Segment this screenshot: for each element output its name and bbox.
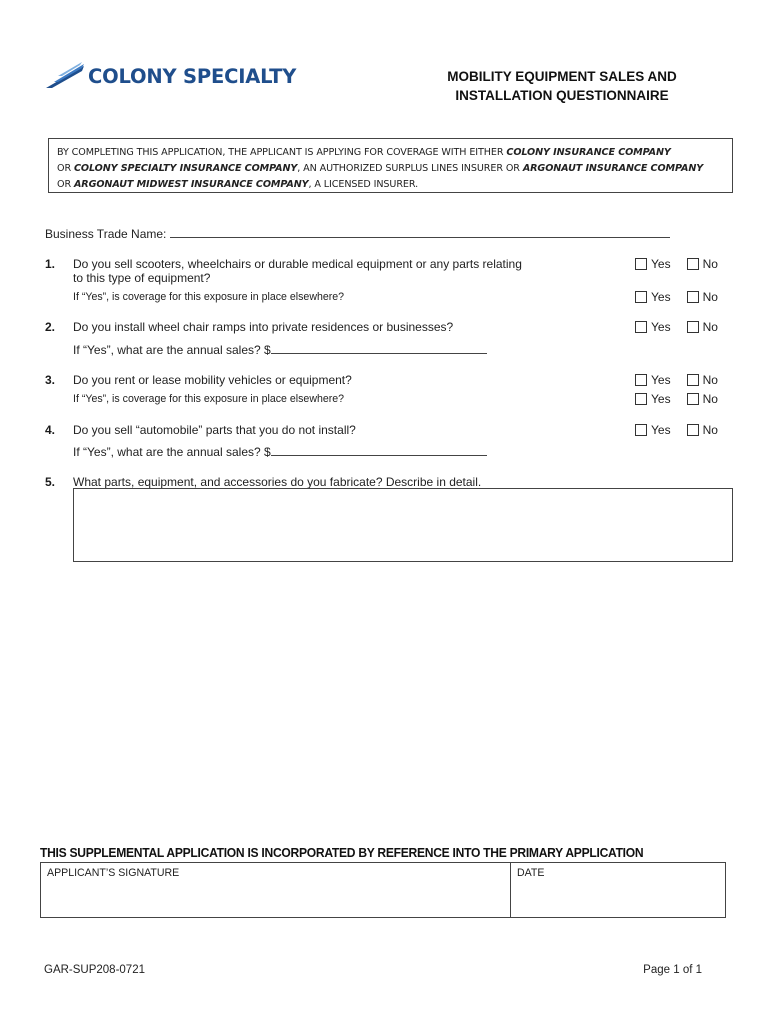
question-1-text-line-2: to this type of equipment? <box>73 271 211 285</box>
no-label: No <box>702 257 718 271</box>
page-number: Page 1 of 1 <box>643 964 702 976</box>
question-3-followup-no-checkbox[interactable] <box>687 393 699 405</box>
question-3-no-checkbox[interactable] <box>687 374 699 386</box>
notice-text-1: BY COMPLETING THIS APPLICATION, THE APPLICANT IS APPLYING FOR COVERAGE WITH EITHER <box>57 147 507 158</box>
question-4-text: Do you sell “automobile” parts that you do not install? <box>73 423 356 437</box>
question-4-followup-row <box>73 445 487 459</box>
question-1-followup-yes-checkbox[interactable] <box>635 291 647 303</box>
company-logo <box>44 62 314 90</box>
supplemental-statement: THIS SUPPLEMENTAL APPLICATION IS INCORPORATED BY REFERENCE INTO THE PRIMARY APPLICATION <box>40 845 644 860</box>
question-4-followup: If “Yes”, what are the annual sales? $ <box>73 445 271 459</box>
applicant-signature-label: APPLICANT’S SIGNATURE <box>47 867 180 879</box>
question-3-followup-options <box>635 392 718 406</box>
no-label: No <box>702 392 718 406</box>
question-3-options <box>635 373 718 387</box>
applicant-signature-field[interactable] <box>41 863 511 917</box>
yes-label: Yes <box>651 290 671 304</box>
question-2-no-checkbox[interactable] <box>687 321 699 333</box>
notice-insurer-2: COLONY SPECIALTY INSURANCE COMPANY <box>73 163 298 174</box>
question-4-yes-checkbox[interactable] <box>635 424 647 436</box>
no-label: No <box>702 320 718 334</box>
question-1-yes-checkbox[interactable] <box>635 258 647 270</box>
notice-text-3: , AN AUTHORIZED SURPLUS LINES INSURER OR <box>297 163 523 174</box>
question-5-number: 5. <box>45 475 56 489</box>
notice-insurer-4: ARGONAUT MIDWEST INSURANCE COMPANY <box>73 179 309 190</box>
question-4-annual-sales-field[interactable] <box>271 446 487 456</box>
yes-label: Yes <box>651 392 671 406</box>
question-1-followup-options <box>635 290 718 304</box>
question-4-number: 4. <box>45 423 56 437</box>
insurer-notice-box <box>48 138 733 193</box>
form-code: GAR-SUP208-0721 <box>44 964 145 976</box>
question-5-text: What parts, equipment, and accessories do you fabricate? Describe in detail. <box>73 475 482 489</box>
business-trade-name-row <box>45 227 670 241</box>
question-2-options <box>635 320 718 334</box>
question-2-annual-sales-field[interactable] <box>271 344 487 354</box>
yes-label: Yes <box>651 320 671 334</box>
logo-text: COLONY SPECIALTY <box>88 64 297 88</box>
yes-label: Yes <box>651 257 671 271</box>
question-3-followup: If “Yes”, is coverage for this exposure in place elsewhere? <box>73 393 345 405</box>
fabrication-description-field[interactable] <box>73 488 733 562</box>
question-3-yes-checkbox[interactable] <box>635 374 647 386</box>
notice-text-2: OR <box>57 163 74 174</box>
question-2-followup-row <box>73 343 487 357</box>
date-label: DATE <box>517 867 545 879</box>
question-1-text-line-1: Do you sell scooters, wheelchairs or durable medical equipment or any parts relating <box>73 257 522 271</box>
no-label: No <box>702 423 718 437</box>
question-1-no-checkbox[interactable] <box>687 258 699 270</box>
notice-insurer-3: ARGONAUT INSURANCE COMPANY <box>522 163 704 174</box>
question-2-followup: If “Yes”, what are the annual sales? $ <box>73 343 271 357</box>
question-1-number: 1. <box>45 257 56 271</box>
question-1-options <box>635 257 718 271</box>
signature-table <box>40 862 726 918</box>
question-2-text: Do you install wheel chair ramps into private residences or businesses? <box>73 320 454 334</box>
question-4-options <box>635 423 718 437</box>
date-field[interactable] <box>511 863 725 917</box>
no-label: No <box>702 290 718 304</box>
logo-mark-icon <box>44 62 86 90</box>
question-2-yes-checkbox[interactable] <box>635 321 647 333</box>
yes-label: Yes <box>651 373 671 387</box>
question-2-number: 2. <box>45 320 56 334</box>
yes-label: Yes <box>651 423 671 437</box>
notice-insurer-1: COLONY INSURANCE COMPANY <box>506 147 671 158</box>
title-line-2: INSTALLATION QUESTIONNAIRE <box>455 88 669 103</box>
question-1-followup: If “Yes”, is coverage for this exposure in place elsewhere? <box>73 291 345 303</box>
notice-text-5: , A LICENSED INSURER. <box>308 179 419 190</box>
document-title <box>412 67 712 105</box>
question-4-no-checkbox[interactable] <box>687 424 699 436</box>
question-1-followup-no-checkbox[interactable] <box>687 291 699 303</box>
question-3-text: Do you rent or lease mobility vehicles or equipment? <box>73 373 352 387</box>
business-trade-name-field[interactable] <box>170 228 670 238</box>
business-trade-name-label: Business Trade Name: <box>45 227 167 241</box>
question-3-followup-yes-checkbox[interactable] <box>635 393 647 405</box>
notice-text-4: OR <box>57 179 74 190</box>
question-3-number: 3. <box>45 373 56 387</box>
no-label: No <box>702 373 718 387</box>
title-line-1: MOBILITY EQUIPMENT SALES AND <box>447 69 677 84</box>
